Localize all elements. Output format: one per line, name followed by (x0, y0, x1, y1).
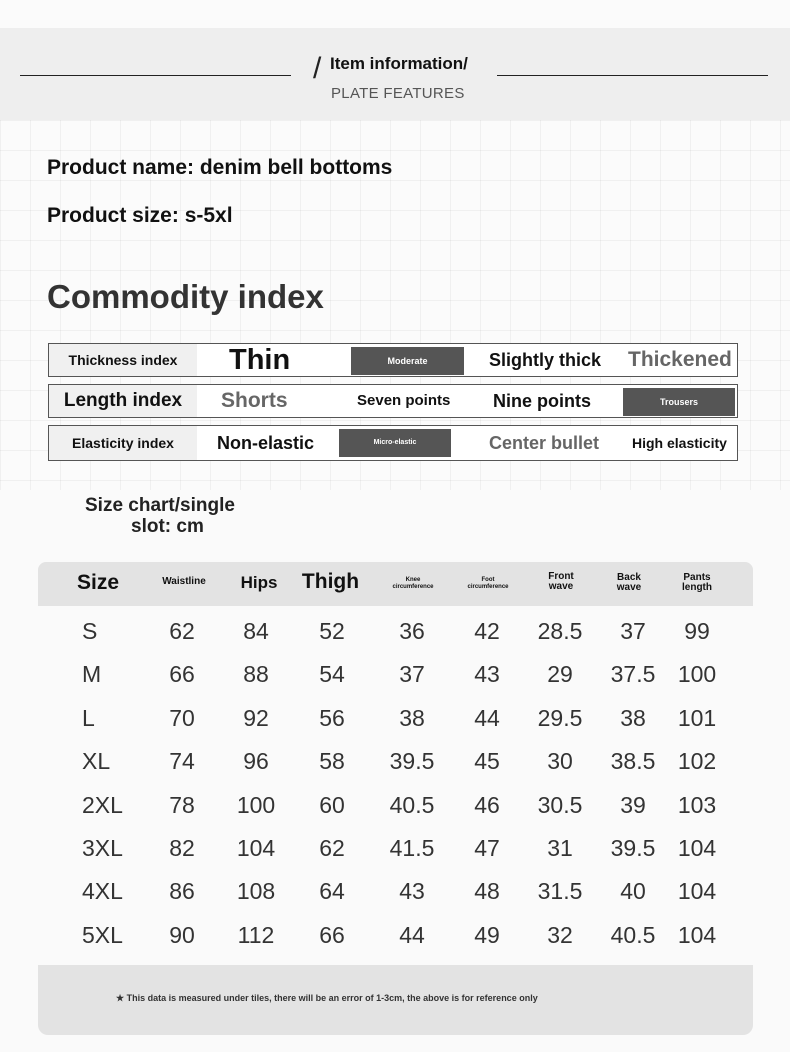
table-cell: 42 (474, 618, 500, 644)
table-cell: 104 (677, 835, 717, 861)
header-rule-left (20, 75, 291, 76)
measurement-note: ★ This data is measured under tiles, there will be an error of 1-3cm, the above is for reference only (116, 993, 538, 1003)
table-cell: 40.5 (610, 921, 656, 948)
option-nine-points: Nine points (493, 391, 591, 411)
size-label-cell: S (82, 618, 98, 644)
size-table-footer (38, 965, 753, 1035)
size-label-cell: 2XL (82, 791, 123, 818)
table-cell: 43 (474, 661, 500, 688)
col-waistline: Waistline (162, 576, 206, 587)
size-chart-title-line1: Size chart/single (85, 495, 235, 516)
col-foot-line1: Foot (481, 577, 495, 583)
table-cell: 103 (677, 791, 717, 818)
col-front-line1: Front (548, 571, 574, 582)
option-high-elasticity: High elasticity (632, 435, 727, 451)
option-trousers-selected: Trousers (623, 388, 735, 416)
table-cell: 31 (547, 835, 573, 861)
table-cell: 32 (547, 921, 573, 948)
table-cell: 31.5 (537, 878, 583, 905)
table-cell: 54 (319, 661, 345, 688)
table-cell: 112 (237, 921, 275, 948)
table-cell: 28.5 (537, 618, 583, 644)
table-cell: 92 (243, 704, 269, 731)
option-slightly-thick: Slightly thick (489, 350, 602, 370)
elasticity-index-row (48, 425, 738, 461)
table-cell: 104 (236, 835, 276, 861)
table-cell: 96 (243, 748, 269, 775)
table-row (0, 654, 790, 694)
table-row (0, 828, 790, 868)
table-cell: 101 (677, 704, 717, 731)
table-row (0, 741, 790, 781)
option-thickened: Thickened (628, 348, 732, 371)
table-cell: 48 (474, 878, 500, 905)
table-cell: 52 (319, 618, 345, 644)
col-pants-length (662, 573, 732, 593)
table-cell: 37.5 (610, 661, 656, 688)
option-shorts: Shorts (221, 389, 288, 412)
option-moderate-selected: Moderate (351, 347, 464, 375)
table-row (0, 871, 790, 911)
table-cell: 104 (677, 878, 717, 905)
product-size: Product size: s-5xl (47, 204, 233, 227)
table-cell: 74 (169, 748, 195, 775)
table-cell: 90 (169, 921, 195, 948)
length-index-row (48, 384, 738, 418)
header-band (0, 28, 790, 120)
table-row (0, 785, 790, 825)
table-cell: 108 (236, 878, 276, 905)
table-cell: 39.5 (389, 748, 435, 775)
table-cell: 66 (169, 661, 195, 688)
size-chart-title-line2: slot: cm (131, 516, 204, 537)
thickness-index-row (48, 343, 738, 377)
table-cell: 56 (319, 704, 345, 731)
table-cell: 104 (677, 921, 717, 948)
option-non-elastic: Non-elastic (217, 433, 315, 453)
col-thigh: Thigh (301, 570, 360, 593)
table-cell: 60 (319, 791, 345, 818)
table-cell: 29.5 (537, 704, 583, 731)
table-cell: 44 (474, 704, 500, 731)
table-cell: 58 (319, 748, 345, 775)
table-row (0, 915, 790, 955)
table-cell: 70 (169, 704, 195, 731)
col-back-line2: wave (616, 582, 642, 593)
table-cell: 39.5 (610, 835, 656, 861)
table-cell: 62 (169, 618, 195, 644)
table-cell: 66 (319, 921, 345, 948)
top-band (0, 0, 790, 28)
table-cell: 40.5 (389, 791, 435, 818)
table-cell: 30.5 (537, 791, 583, 818)
size-label-cell: 5XL (82, 921, 123, 948)
col-hips: Hips (240, 573, 278, 592)
table-cell: 38.5 (610, 748, 656, 775)
table-cell: 102 (677, 748, 717, 775)
size-label-cell: 3XL (82, 835, 123, 861)
table-cell: 45 (474, 748, 500, 775)
col-foot-circumference (452, 577, 524, 591)
length-index-label: Length index (49, 385, 197, 417)
product-name: Product name: denim bell bottoms (47, 156, 393, 179)
header-rule-right (497, 75, 768, 76)
table-cell: 38 (620, 704, 646, 731)
size-label-cell: L (82, 704, 95, 731)
col-front-line2: wave (548, 581, 574, 592)
table-cell: 44 (399, 921, 425, 948)
size-table-header (38, 562, 753, 606)
table-cell: 78 (169, 791, 195, 818)
col-knee-line1: Knee (405, 577, 421, 583)
table-cell: 47 (474, 835, 500, 861)
table-cell: 62 (319, 835, 345, 861)
header-title: Item information/ (330, 54, 468, 73)
size-label-cell: XL (82, 748, 111, 775)
size-label-cell: M (82, 661, 102, 688)
col-foot-line2: circumference (467, 584, 509, 590)
table-cell: 84 (243, 618, 269, 644)
option-seven-points: Seven points (357, 392, 451, 409)
table-cell: 46 (474, 791, 500, 818)
option-thin: Thin (229, 344, 291, 376)
table-cell: 86 (169, 878, 195, 905)
header-subtitle: PLATE FEATURES (331, 85, 465, 102)
table-cell: 30 (547, 748, 573, 775)
table-row (0, 611, 790, 651)
table-cell: 37 (399, 661, 425, 688)
col-back-wave (594, 573, 664, 593)
commodity-title: Commodity index (47, 278, 324, 315)
col-back-line1: Back (617, 572, 641, 583)
thickness-index-label: Thickness index (49, 344, 197, 376)
size-label-cell: 4XL (82, 878, 123, 905)
option-micro-elastic-selected: Micro-elastic (339, 429, 451, 457)
table-cell: 40 (620, 878, 646, 905)
slash-icon: / (313, 52, 322, 85)
col-knee-circumference (377, 577, 449, 591)
table-row (0, 698, 790, 738)
table-cell: 100 (236, 791, 276, 818)
table-cell: 39 (620, 791, 646, 818)
table-cell: 99 (684, 618, 710, 644)
col-size: Size (76, 571, 120, 594)
table-cell: 49 (474, 921, 500, 948)
option-center-bullet: Center bullet (489, 433, 600, 453)
col-front-wave (526, 572, 596, 592)
elasticity-index-label: Elasticity index (49, 426, 197, 460)
table-cell: 88 (243, 661, 269, 688)
col-knee-line2: circumference (392, 584, 434, 590)
table-cell: 37 (620, 618, 646, 644)
table-cell: 82 (169, 835, 195, 861)
table-cell: 64 (319, 878, 345, 905)
table-cell: 41.5 (389, 835, 435, 861)
table-cell: 43 (399, 878, 425, 905)
table-cell: 36 (399, 618, 425, 644)
table-cell: 38 (399, 704, 425, 731)
table-cell: 29 (547, 661, 573, 688)
size-chart-title (85, 495, 235, 537)
table-cell: 100 (677, 661, 717, 688)
col-pants-line1: Pants (683, 572, 711, 583)
col-pants-line2: length (682, 582, 712, 593)
